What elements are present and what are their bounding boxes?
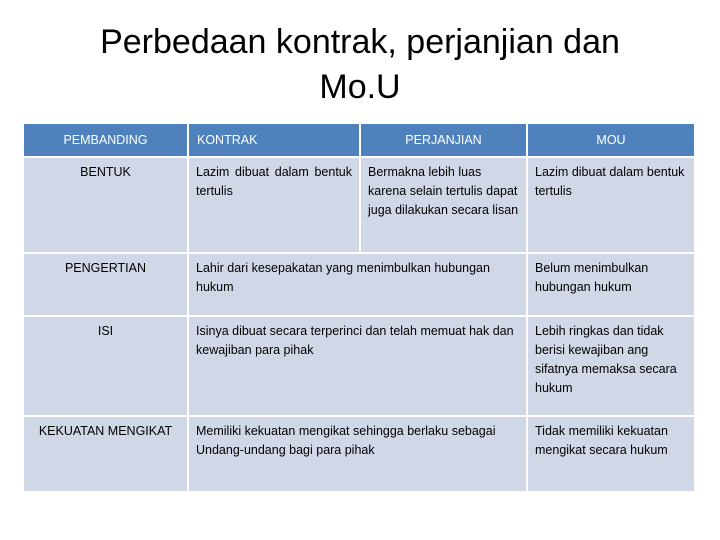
table-row: [24, 316, 695, 416]
cell-kekuatan-kontrak-perjanjian: Memiliki kekuatan mengikat sehingga berlaku sebagai Undang-undang bagi para pihak: [188, 416, 527, 492]
cell-isi-mou: Lebih ringkas dan tidak berisi kewajiban ang sifatnya memaksa secara hukum: [527, 316, 695, 416]
title-line-2: Mo.U: [319, 68, 401, 106]
row-label-bentuk: BENTUK: [24, 157, 188, 253]
cell-pengertian-mou: Belum menimbulkan hubungan hukum: [527, 253, 695, 316]
header-pembanding: PEMBANDING: [24, 124, 188, 157]
cell-kekuatan-mou: Tidak memiliki kekuatan mengikat secara hukum: [527, 416, 695, 492]
row-label-pengertian: PENGERTIAN: [24, 253, 188, 316]
header-perjanjian: PERJANJIAN: [360, 124, 527, 157]
cell-pengertian-kontrak-perjanjian: Lahir dari kesepakatan yang menimbulkan hubungan hukum: [188, 253, 527, 316]
row-label-kekuatan: KEKUATAN MENGIKAT: [24, 416, 188, 492]
table-row: [24, 157, 695, 253]
cell-bentuk-mou: Lazim dibuat dalam bentuk tertulis: [527, 157, 695, 253]
comparison-table: [24, 124, 696, 493]
header-kontrak: KONTRAK: [188, 124, 360, 157]
header-mou: MOU: [527, 124, 695, 157]
slide-title: [40, 20, 680, 110]
cell-isi-kontrak-perjanjian: Isinya dibuat secara terperinci dan telah memuat hak dan kewajiban para pihak: [188, 316, 527, 416]
table-header-row: [24, 124, 695, 157]
title-line-1: Perbedaan kontrak, perjanjian dan: [100, 23, 620, 61]
table-row: [24, 253, 695, 316]
table-row: [24, 416, 695, 492]
row-label-isi: ISI: [24, 316, 188, 416]
cell-bentuk-perjanjian: Bermakna lebih luas karena selain tertulis dapat juga dilakukan secara lisan: [360, 157, 527, 253]
cell-bentuk-kontrak: Lazim dibuat dalam bentuk tertulis: [188, 157, 360, 253]
